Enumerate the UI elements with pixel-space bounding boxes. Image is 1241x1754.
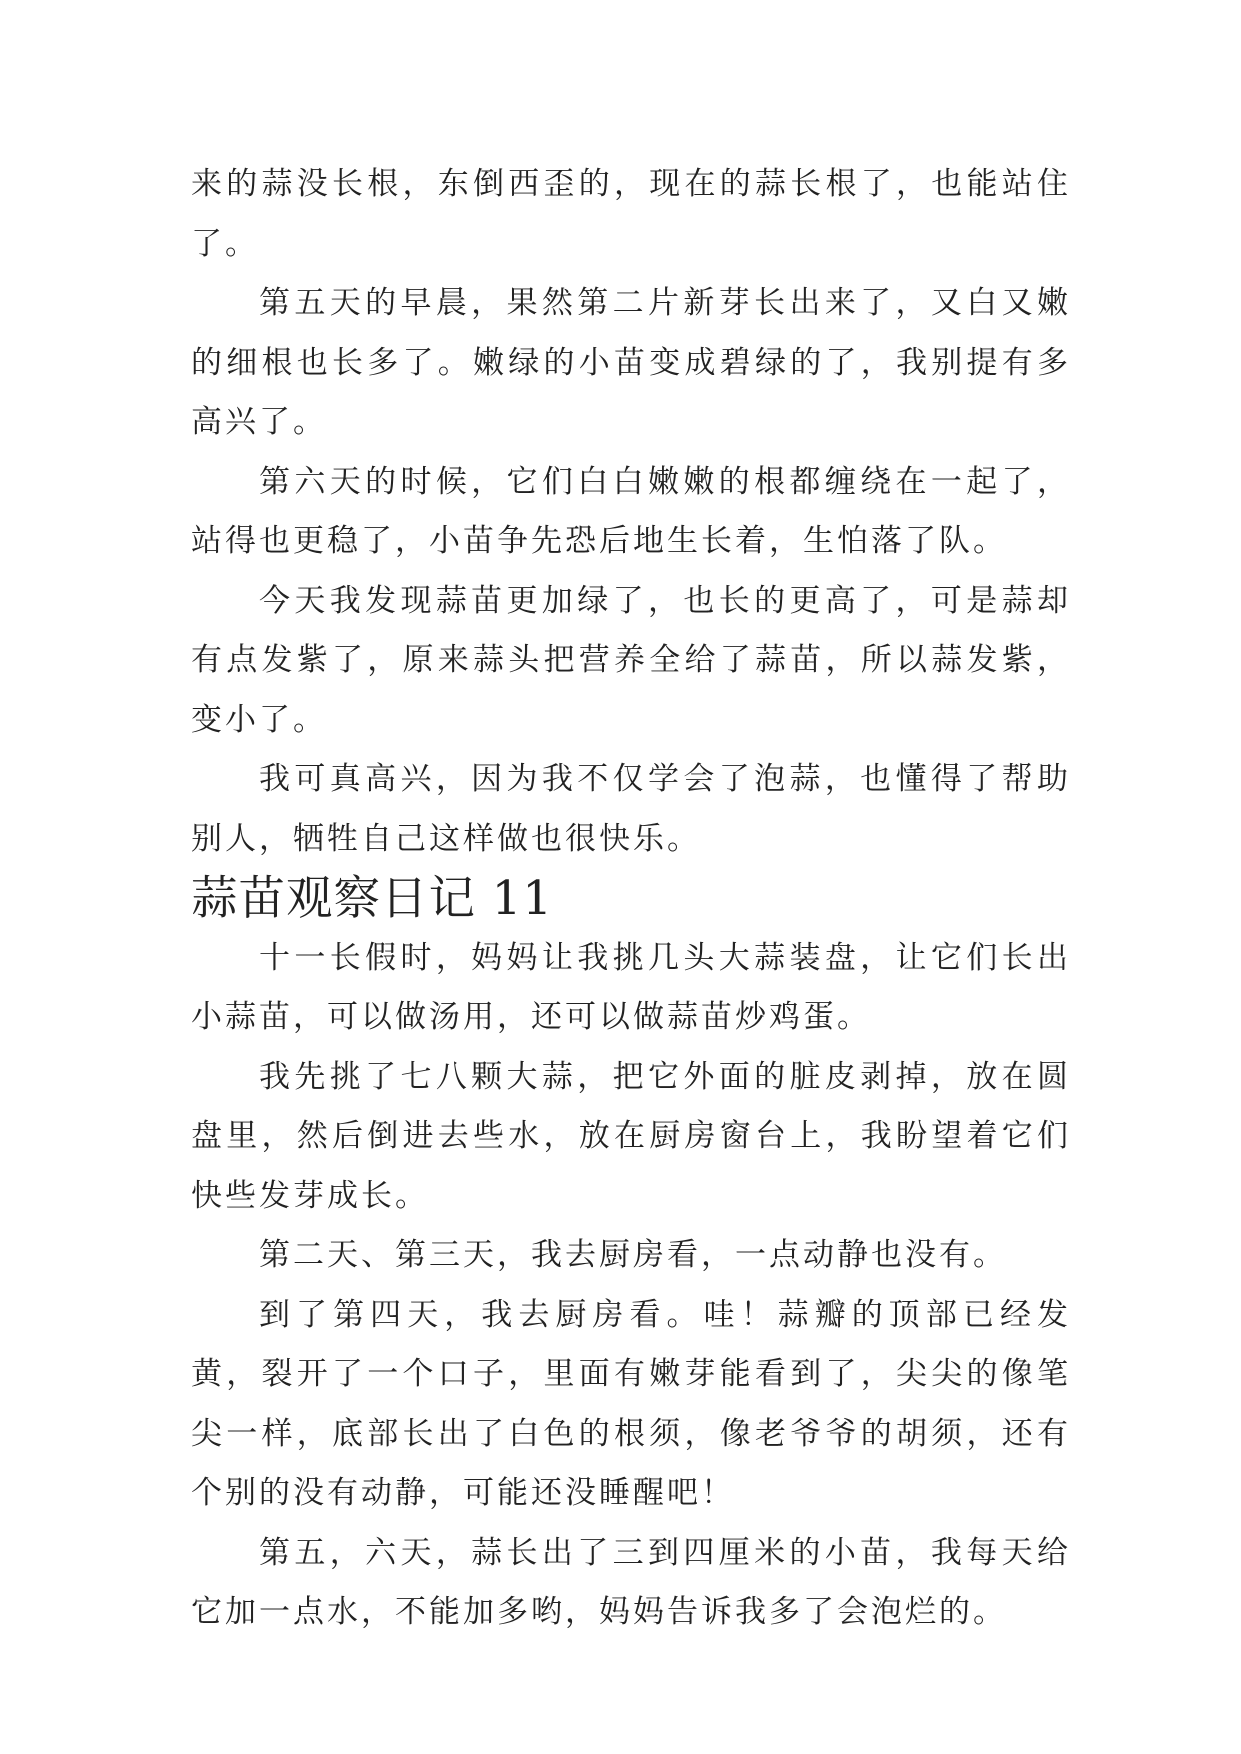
section-title: 蒜苗观察日记 11 <box>191 871 553 925</box>
paragraph: 我可真高兴，因为我不仅学会了泡蒜，也懂得了帮助别人，牺牲自己这样做也很快乐。 <box>191 761 1071 857</box>
paragraph: 第五天的早晨，果然第二片新芽长出来了，又白又嫩的细根也长多了。嫩绿的小苗变成碧绿的了，我别提有多高兴了。 <box>191 285 1071 440</box>
section-paragraph: 我先挑了七八颗大蒜，把它外面的脏皮剥掉，放在圆盘里，然后倒进去些水，放在厨房窗台上，我盼望着它们快些发芽成长。 <box>191 1058 1071 1214</box>
paragraph: 今天我发现蒜苗更加绿了，也长的更高了，可是蒜却有点发紫了，原来蒜头把营养全给了蒜苗，所以蒜发紫，变小了。 <box>191 582 1071 738</box>
section-paragraph: 十一长假时，妈妈让我挑几头大蒜装盘，让它们长出小蒜苗，可以做汤用，还可以做蒜苗炒鸡蛋。 <box>191 939 1071 1035</box>
section-paragraph: 到了第四天，我去厨房看。哇！蒜瓣的顶部已经发黄，裂开了一个口子，里面有嫩芽能看到了，尖尖的像笔尖一样，底部长出了白色的根须，像老爷爷的胡须，还有个别的没有动静，可能还没睡醒吧！ <box>191 1296 1071 1511</box>
section-paragraph: 第五，六天，蒜长出了三到四厘米的小苗，我每天给它加一点水，不能加多哟，妈妈告诉我多了会泡烂的。 <box>191 1534 1071 1630</box>
paragraph-continued: 来的蒜没长根，东倒西歪的，现在的蒜长根了，也能站住了。 <box>191 166 1071 262</box>
paragraph: 第六天的时候，它们白白嫩嫩的根都缠绕在一起了，站得也更稳了，小苗争先恐后地生长着，生怕落了队。 <box>191 463 1071 559</box>
document-body <box>191 155 1071 1643</box>
section-paragraph: 第二天、第三天，我去厨房看，一点动静也没有。 <box>259 1237 1007 1273</box>
